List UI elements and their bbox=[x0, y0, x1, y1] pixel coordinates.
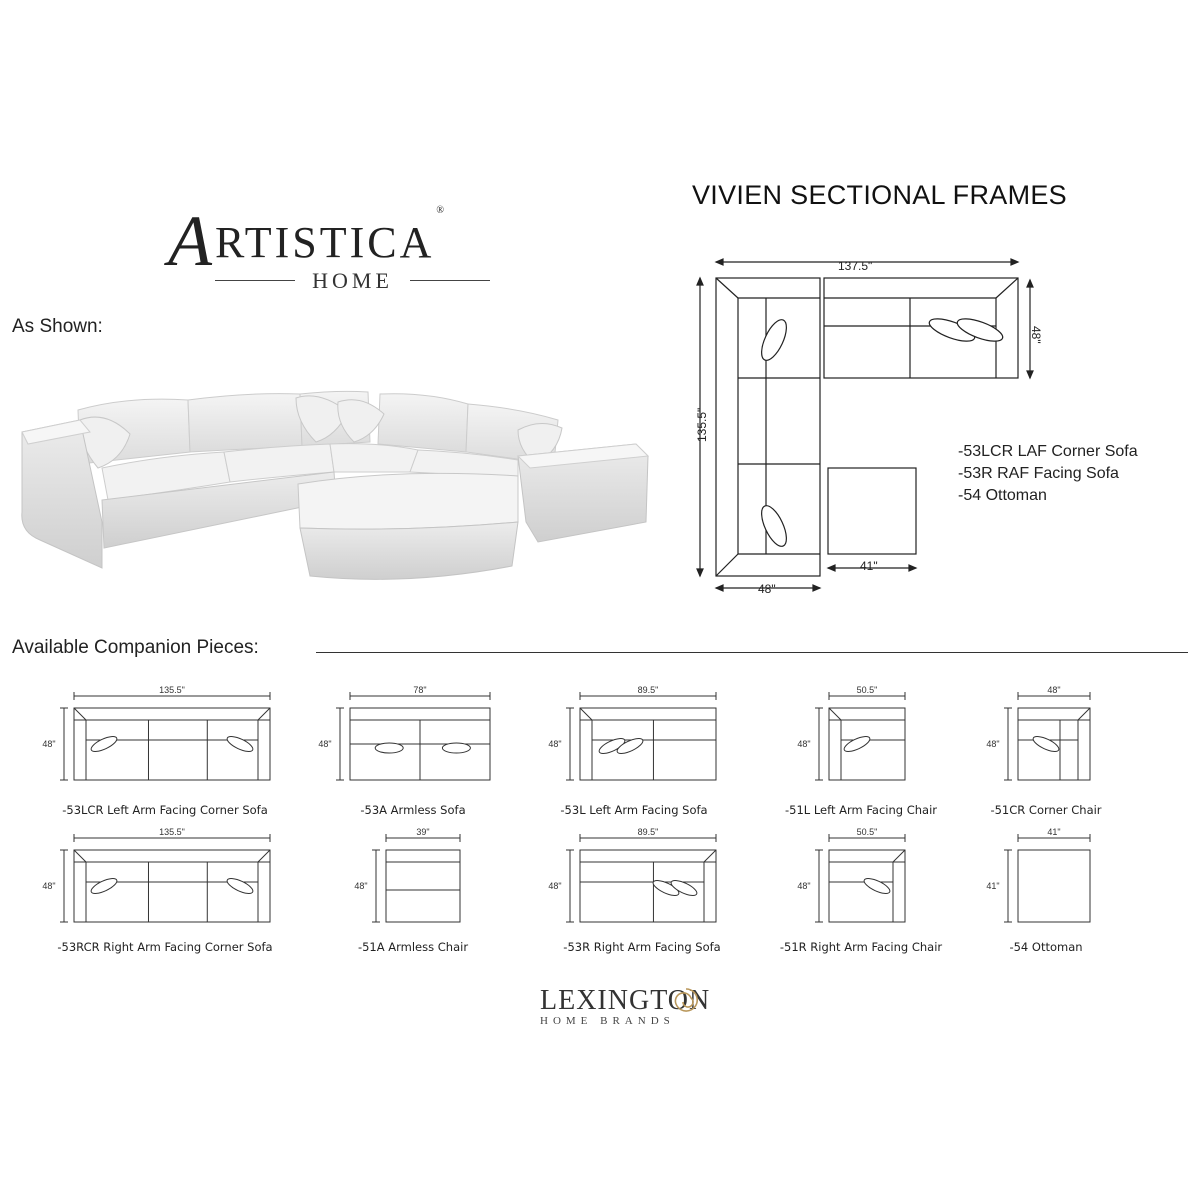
logo-rest: RTISTICA bbox=[214, 218, 435, 267]
swirl-icon bbox=[672, 986, 700, 1014]
dim-depth-label: 48" bbox=[42, 881, 56, 891]
dim-width-label: 50.5" bbox=[856, 827, 878, 837]
legend-item: -54 Ottoman bbox=[958, 487, 1047, 504]
piece-label: -51R Right Arm Facing Chair bbox=[779, 940, 943, 954]
pillow-icon bbox=[89, 876, 119, 897]
pillow-icon bbox=[225, 876, 255, 897]
dim-width-label: 89.5" bbox=[637, 685, 659, 695]
piece-label: -53R Right Arm Facing Sofa bbox=[563, 940, 721, 954]
logo-rule-right bbox=[410, 280, 490, 281]
dim-depth-label: 48" bbox=[354, 881, 368, 891]
dim-depth-label: 48" bbox=[797, 881, 811, 891]
pillow-icon bbox=[1031, 734, 1061, 755]
as-shown-label: As Shown: bbox=[12, 316, 103, 337]
dim-width-label: 78" bbox=[413, 685, 427, 695]
piece-diagram bbox=[797, 827, 905, 922]
piece-diagram bbox=[986, 685, 1090, 780]
piece-label: -53LCR Left Arm Facing Corner Sofa bbox=[62, 803, 268, 817]
dim-width-label: 48" bbox=[1047, 685, 1061, 695]
piece-label: -54 Ottoman bbox=[1009, 940, 1083, 954]
companion-pieces-heading: Available Companion Pieces: bbox=[12, 637, 259, 658]
artistica-logo-sub bbox=[215, 268, 490, 292]
page-title: VIVIEN SECTIONAL FRAMES bbox=[692, 180, 1067, 210]
companion-divider bbox=[316, 652, 1188, 653]
dim-width-label: 135.5" bbox=[159, 685, 185, 695]
pillow-icon bbox=[375, 743, 403, 753]
dim-width-label: 135.5" bbox=[159, 827, 185, 837]
dim-depth-label: 48" bbox=[548, 881, 562, 891]
logo-initial: A bbox=[168, 201, 215, 281]
dim-depth-label: 48" bbox=[318, 739, 332, 749]
piece-diagram bbox=[548, 685, 716, 780]
pillow-icon bbox=[225, 734, 255, 755]
dim-depth-label: 41" bbox=[986, 881, 1000, 891]
piece-diagram bbox=[986, 827, 1090, 922]
dim-width-label: 137.5" bbox=[838, 259, 873, 273]
dim-depth-label: 48" bbox=[797, 739, 811, 749]
lexington-logo-sub: HOME BRANDS bbox=[540, 1015, 675, 1027]
dim-depth-bottom-label: 48" bbox=[758, 582, 776, 596]
dim-width-label: 41" bbox=[1047, 827, 1061, 837]
dim-width-label: 50.5" bbox=[856, 685, 878, 695]
piece-diagram bbox=[318, 685, 490, 780]
pillow-icon bbox=[842, 734, 872, 755]
dim-depth-label: 48" bbox=[986, 739, 1000, 749]
piece-label: -51A Armless Chair bbox=[357, 940, 469, 954]
companion-pieces-diagrams bbox=[0, 680, 1200, 980]
piece-label: -53RCR Right Arm Facing Corner Sofa bbox=[57, 940, 273, 954]
piece-label: -51L Left Arm Facing Chair bbox=[784, 803, 938, 817]
pillow-icon bbox=[442, 743, 470, 753]
lexington-logo: LEXINGTON bbox=[540, 985, 711, 1016]
dim-width-label: 89.5" bbox=[637, 827, 659, 837]
piece-diagram bbox=[42, 685, 270, 780]
dim-depth-label: 48" bbox=[42, 739, 56, 749]
dim-width-label: 39" bbox=[416, 827, 430, 837]
piece-label: -53L Left Arm Facing Sofa bbox=[560, 803, 708, 817]
pillow-icon bbox=[862, 876, 892, 897]
dim-depth-label: 48" bbox=[548, 739, 562, 749]
dim-height-label: 135.5" bbox=[695, 407, 709, 442]
sectional-sofa-photo bbox=[18, 372, 653, 607]
logo-sub-text: HOME bbox=[312, 268, 393, 293]
piece-label: -53A Armless Sofa bbox=[360, 803, 466, 817]
piece-diagram bbox=[548, 827, 716, 922]
legend-item: -53LCR LAF Corner Sofa bbox=[958, 443, 1138, 460]
ottoman-outline bbox=[828, 468, 916, 554]
piece-label: -51CR Corner Chair bbox=[990, 803, 1102, 817]
piece-diagram bbox=[354, 827, 460, 922]
sectional-frames-diagram bbox=[690, 250, 1050, 600]
piece-diagram bbox=[797, 685, 905, 780]
legend bbox=[958, 441, 1138, 507]
piece-diagram bbox=[42, 827, 270, 922]
dim-depth-right-label: 48" bbox=[1029, 326, 1043, 344]
pillow-icon bbox=[89, 734, 119, 755]
legend-item: -53R RAF Facing Sofa bbox=[958, 465, 1119, 482]
dim-ottoman-label: 41" bbox=[860, 559, 878, 573]
registered-mark: ® bbox=[436, 205, 447, 216]
